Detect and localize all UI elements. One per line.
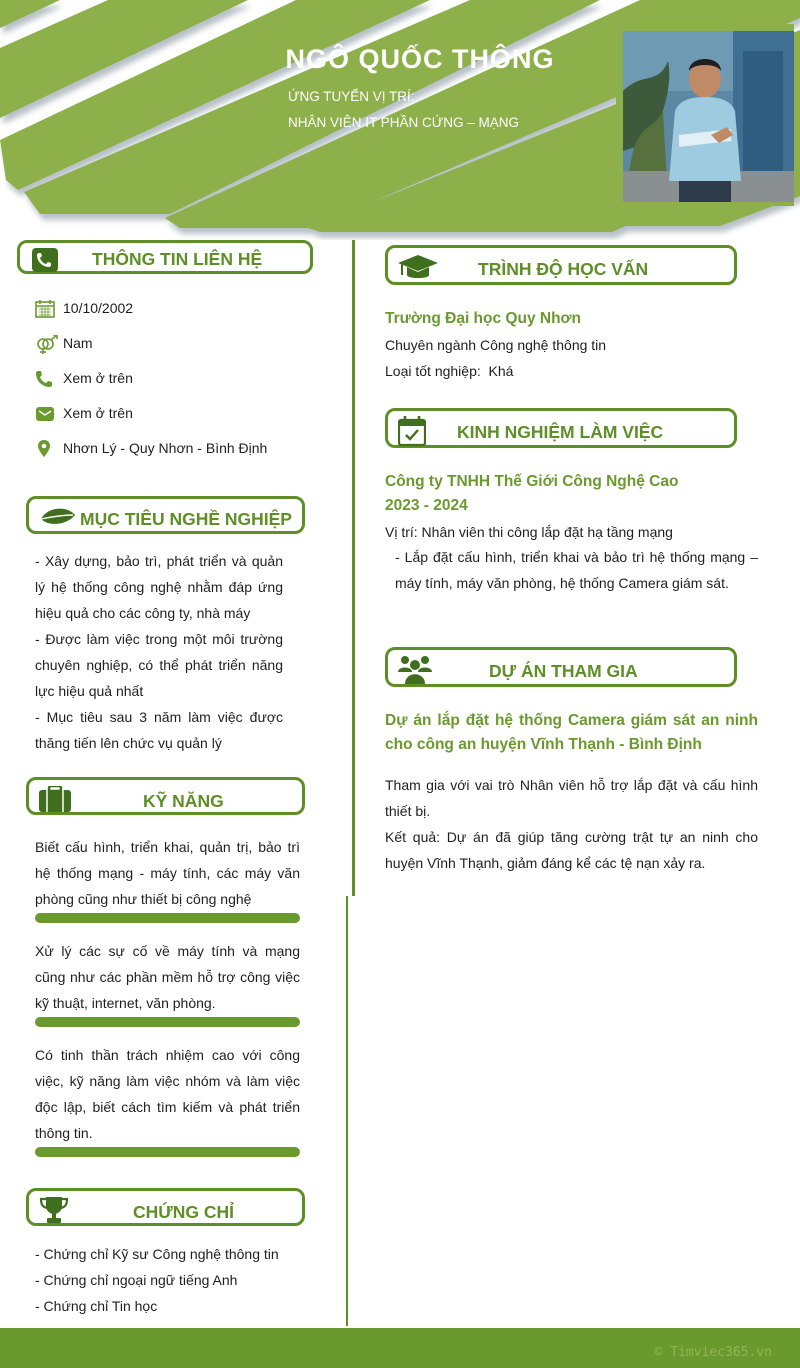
contact-text: Nam bbox=[63, 335, 93, 351]
experience-role: Vị trí: Nhân viên thi công lắp đặt hạ tầng mạng bbox=[385, 524, 673, 540]
project-role: Tham gia với vai trò Nhân viên hỗ trợ lắp đặt và cấu hình thiết bị. bbox=[385, 777, 758, 819]
certificates-title: CHỨNG CHỈ bbox=[133, 1202, 235, 1222]
school-name: Trường Đại học Quy Nhơn bbox=[385, 310, 582, 327]
skill-item-text: Biết cấu hình, triển khai, quản trị, bảo trì hệ thống mạng - máy tính, các máy văn phòng cũng như thiết bị công nghệ bbox=[35, 839, 300, 907]
contact-title: THÔNG TIN LIÊN HỆ bbox=[92, 249, 263, 269]
watermark: © Timviec365.vn bbox=[654, 1345, 772, 1360]
contact-text: Nhơn Lý - Quy Nhơn - Bình Định bbox=[63, 440, 268, 456]
phone-icon bbox=[35, 370, 53, 388]
experience-period: 2023 - 2024 bbox=[385, 497, 468, 514]
briefcase-icon bbox=[39, 786, 71, 812]
certificate-item: - Chứng chỉ Tin học bbox=[35, 1298, 158, 1314]
company-name: Công ty TNHH Thế Giới Công Nghệ Cao bbox=[385, 473, 679, 490]
contact-section-heading bbox=[17, 240, 313, 274]
projects-title: DỰ ÁN THAM GIA bbox=[489, 661, 638, 681]
users-icon bbox=[398, 654, 432, 684]
calendar-check-icon bbox=[398, 416, 426, 446]
objective-section-heading bbox=[26, 496, 305, 534]
column-divider bbox=[346, 896, 348, 1326]
email-icon bbox=[35, 405, 55, 423]
profile-photo bbox=[623, 31, 794, 202]
contact-item-email bbox=[35, 405, 133, 426]
experience-detail: - Lắp đặt cấu hình, triển khai và bảo trì hệ thống mạng – máy tính, máy văn phòng, hệ thống Camera giám sát. bbox=[395, 549, 758, 591]
gender-icon bbox=[35, 335, 59, 355]
skill-level-bar bbox=[35, 913, 300, 923]
contact-text: Xem ở trên bbox=[63, 370, 133, 386]
contact-item-address bbox=[35, 440, 268, 461]
experience-title: KINH NGHIỆM LÀM VIỆC bbox=[457, 422, 664, 442]
skill-item-text: Xử lý các sự cố về máy tính và mạng cũng như các phần mềm hỗ trợ công việc kỹ thuật, internet, văn phòng. bbox=[35, 943, 300, 1011]
projects-section-heading bbox=[385, 647, 737, 687]
skill-level-bar bbox=[35, 1147, 300, 1157]
position-value: NHÂN VIÊN IT PHẦN CỨNG – MẠNG bbox=[288, 115, 520, 130]
position-label: ỨNG TUYỂN VỊ TRÍ: bbox=[288, 89, 415, 104]
certificates-section-heading bbox=[26, 1188, 305, 1226]
skill-level-bar bbox=[35, 1017, 300, 1027]
contact-text: Xem ở trên bbox=[63, 405, 133, 421]
contact-item-birthday bbox=[35, 300, 134, 321]
skills-title: KỸ NĂNG bbox=[143, 791, 224, 811]
skills-section-heading bbox=[26, 777, 305, 815]
education-title: TRÌNH ĐỘ HỌC VẤN bbox=[478, 259, 649, 279]
certificate-item: - Chứng chỉ ngoại ngữ tiếng Anh bbox=[35, 1272, 238, 1288]
leaf-icon bbox=[39, 507, 77, 527]
project-result: Kết quả: Dự án đã giúp tăng cường trật tự an ninh cho huyện Vĩnh Thạnh, giảm đáng kể các tệ nạn xảy ra. bbox=[385, 829, 758, 871]
objective-text: - Xây dựng, bảo trì, phát triển và quản lý hệ thống công nghệ nhằm đáp ứng hiệu quả cho các công ty, nhà máy - Được làm việc trong một môi trường chuyên nghiệp, có thể phát triển năng lực hiệu quả nhất - Mục tiêu sau 3 năm làm việc được thăng tiến lên chức vụ quản lý bbox=[35, 553, 283, 751]
certificate-item: - Chứng chỉ Kỹ sư Công nghệ thông tin bbox=[35, 1246, 279, 1262]
trophy-icon bbox=[39, 1196, 69, 1224]
contact-item-phone bbox=[35, 370, 133, 391]
education-major: Chuyên ngành Công nghệ thông tin bbox=[385, 337, 607, 353]
education-section-heading bbox=[385, 245, 737, 285]
phone-icon bbox=[32, 248, 58, 272]
skill-item-text: Có tinh thần trách nhiệm cao với công việc, kỹ năng làm việc nhóm và làm việc độc lập, biết cách tìm kiếm và phát triển thông tin. bbox=[35, 1047, 300, 1141]
education-grade: Loại tốt nghiệp: Khá bbox=[385, 363, 514, 379]
objective-title: MỤC TIÊU NGHỀ NGHIỆP bbox=[80, 509, 292, 529]
location-icon bbox=[35, 440, 53, 458]
experience-section-heading bbox=[385, 408, 737, 448]
candidate-name: NGÔ QUỐC THÔNG bbox=[285, 44, 555, 74]
project-name: Dự án lắp đặt hệ thống Camera giám sát an ninh cho công an huyện Vĩnh Thạnh - Bình Định bbox=[385, 712, 758, 753]
calendar-icon bbox=[35, 300, 55, 318]
contact-item-gender bbox=[35, 335, 93, 358]
contact-text: 10/10/2002 bbox=[63, 300, 134, 316]
graduation-cap-icon bbox=[398, 255, 438, 281]
column-divider bbox=[352, 240, 355, 896]
